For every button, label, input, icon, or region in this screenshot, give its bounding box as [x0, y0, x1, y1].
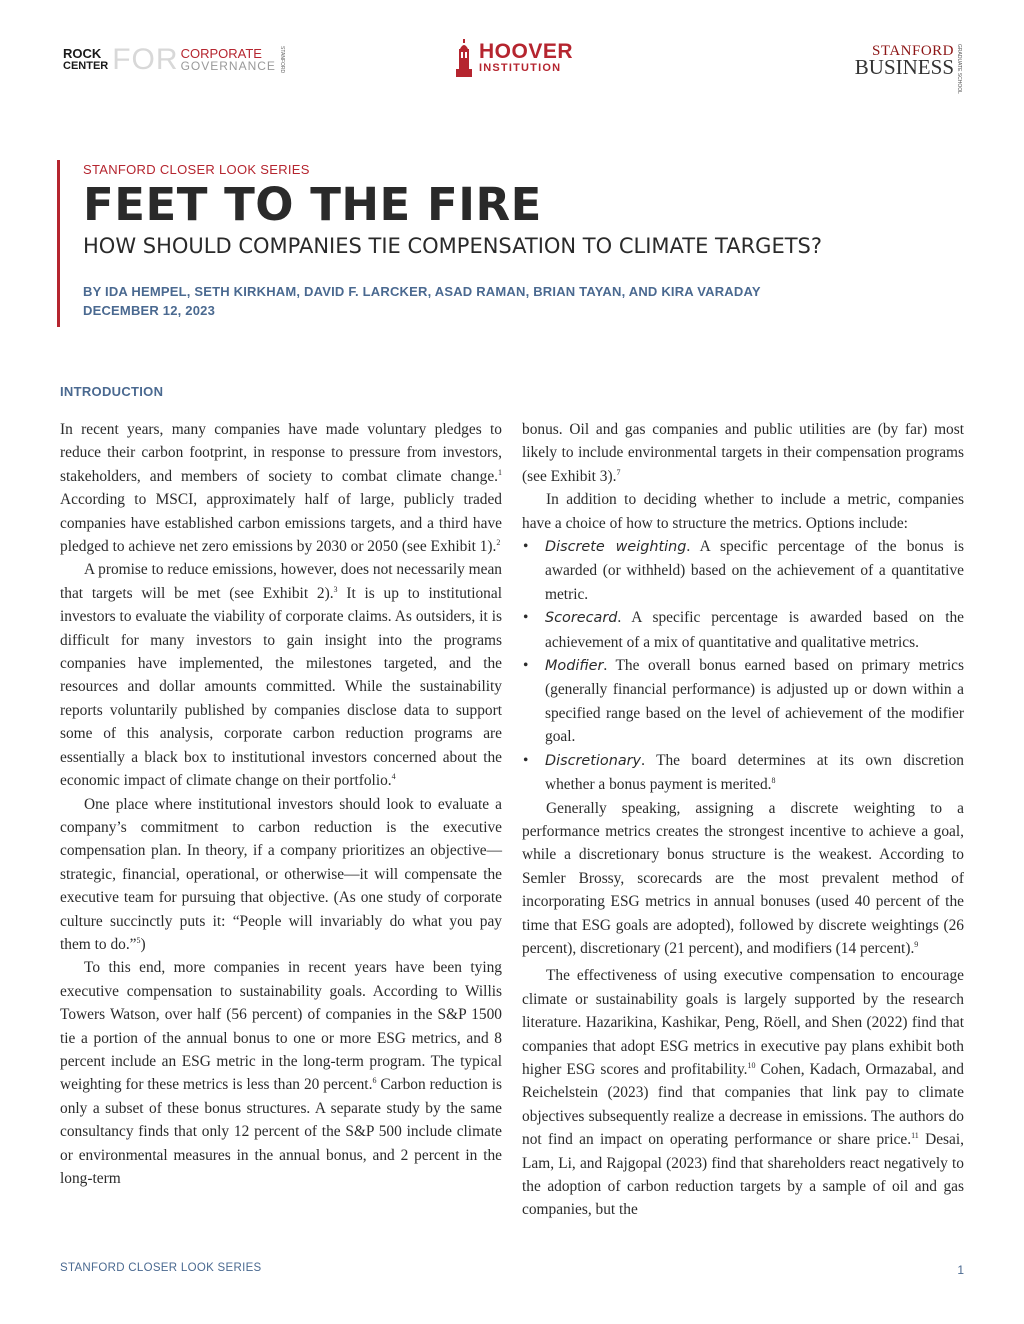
gsb-logo-line1: STANFORD — [872, 43, 954, 59]
rock-center-logo — [63, 44, 285, 76]
section-heading: INTRODUCTION — [60, 384, 164, 399]
title-block — [57, 160, 983, 327]
hoover-logo-line1: HOOVER — [479, 40, 574, 63]
list-item: • Modifier. The overall bonus earned based on primary metrics (generally financial performance) is adjusted up or down within a specified range based on the level of achievement of the modifier goal. — [545, 654, 964, 749]
paragraph: To this end, more companies in recent years have been tying executive compensation to sustainability goals. According to Willis Towers Watson, over half (56 percent) of companies in the S&P 1500 tie a portion of the annual bonus to one or more ESG metrics, and 8 percent include an ESG metric in the long-term program. The typical weighting for these metrics is less than 20 percent.$^6$ Carbon reduction is only a subset of these bonus structures. A separate study by the same consultancy finds that only 12 percent of the S&P 500 include climate or environmental measures in the annual bonus, and 2 percent in the long-term — [60, 959, 502, 1187]
rock-logo-governance: GOVERNANCE — [180, 59, 276, 73]
page-number: 1 — [957, 1263, 964, 1277]
footnote-ref[interactable]: 11 — [911, 1131, 919, 1141]
publication-date: DECEMBER 12, 2023 — [83, 303, 216, 318]
paragraph: Generally speaking, assigning a discrete weighting to a performance metrics creates the strongest incentive to achieve a goal, while a discretionary bonus structure is the weakest. According to Semler Brossy, scorecards are the most prevalent method of incorporating ESG metrics in annual bonuses (used 40 percent of the time that ESG goals are adopted), followed by discrete weightings (26 percent), discretionary (21 percent), and modifiers (14 percent).$^9$ — [522, 799, 964, 957]
left-column — [60, 418, 502, 1190]
list-item: • Scorecard. A specific percentage is awarded based on the achievement of a mix of quantitative and qualitative metrics. — [545, 606, 964, 654]
stanford-gsb-logo — [855, 44, 962, 94]
footnote-ref[interactable]: 9 — [914, 939, 919, 949]
footnote-ref[interactable]: 7 — [616, 467, 621, 477]
footer-series: STANFORD CLOSER LOOK SERIES — [60, 1262, 262, 1274]
rock-logo-line1: ROCK — [63, 46, 102, 61]
footnote-ref[interactable]: 2 — [496, 537, 501, 547]
options-list — [522, 535, 964, 796]
rock-logo-side: STANFORD — [278, 46, 285, 74]
paragraph: bonus. Oil and gas companies and public utilities are (by far) most likely to include environmental targets in their compensation programs (see Exhibit 3).$^7$ — [522, 421, 964, 485]
footnote-ref[interactable]: 10 — [747, 1060, 756, 1070]
byline — [83, 282, 983, 320]
list-item: • Discretionary. The board determines at its own discretion whether a bonus payment is merited.$^8$ — [545, 749, 964, 797]
footnote-ref[interactable]: 1 — [498, 467, 502, 477]
footnote-ref[interactable]: 4 — [391, 771, 396, 781]
header-logos — [0, 38, 1024, 94]
footnote-ref[interactable]: 6 — [372, 1076, 377, 1086]
right-column — [522, 418, 964, 1222]
page-title: FEET TO THE FIRE — [83, 178, 542, 231]
paragraph: One place where institutional investors should look to evaluate a company’s commitment to carbon reduction is the executive compensation plan. In theory, if a company prioritizes an objective—strategic, financial, operational, or otherwise—it will compensate the executive team for pursuing that objective. (As one study of corporate culture succinctly puts it: “People will invariably do what you pay them to do.”$^5$) — [60, 795, 502, 953]
rock-logo-for: FOR — [112, 43, 179, 76]
paragraph: The effectiveness of using executive compensation to encourage climate or sustainability goals is largely supported by the research literature. Hazarikina, Kashikar, Peng, Röell, and Shen (2022) find that companies that adopt ESG metrics in executive pay plans exhibit both higher ESG scores and profitability.$^{10}$ Cohen, Kadach, Ormazabal, and Reichelstein (2023) find that companies that link pay to climate objectives subsequently realize a decrease in emissions. The authors do not find an impact on operating performance or share price.$^{11}$ Desai, Lam, Li, and Rajgopal (2023) find that shareholders react negatively to the adoption of carbon reduction targets by a sample of oil and gas companies, but the — [522, 967, 964, 1219]
footnote-ref[interactable]: 3 — [333, 584, 338, 594]
gsb-logo-side: GRADUATE SCHOOL — [956, 44, 962, 94]
hoover-tower-icon — [455, 39, 473, 77]
rock-logo-corporate: CORPORATE — [180, 46, 262, 61]
hoover-logo-line2: INSTITUTION — [479, 62, 562, 74]
rock-logo-line2: CENTER — [63, 60, 109, 72]
footnote-ref[interactable]: 8 — [771, 775, 776, 785]
page-subtitle: HOW SHOULD COMPANIES TIE COMPENSATION TO CLIMATE TARGETS? — [83, 234, 823, 258]
hoover-logo — [455, 38, 573, 78]
paragraph: In addition to deciding whether to include a metric, companies have a choice of how to structure the metrics. Options include: — [522, 491, 964, 532]
series-label: STANFORD CLOSER LOOK SERIES — [83, 162, 310, 177]
paragraph: A promise to reduce emissions, however, does not necessarily mean that targets will be met (see Exhibit 2).$^3$ It is up to institutional investors to evaluate the viability of corporate claims. As outsiders, it is difficult for many investors to gain insight into the programs companies have implemented, the milestones targeted, and the resources and dollar amounts committed. While the sustainability reports voluntarily published by companies disclose data to support some of this analysis, corporate carbon reduction programs are essentially a black box to institutional investors concerned about the economic impact of climate change on their portfolio.$^4$ — [60, 561, 502, 790]
footnote-ref[interactable]: 5 — [136, 935, 141, 945]
authors: BY IDA HEMPEL, SETH KIRKHAM, DAVID F. LARCKER, ASAD RAMAN, BRIAN TAYAN, AND KIRA VARADAY — [83, 284, 761, 299]
list-item: • Discrete weighting. A specific percentage of the bonus is awarded (or withheld) based on the achievement of a quantitative metric. — [545, 535, 964, 606]
paragraph: In recent years, many companies have made voluntary pledges to reduce their carbon footprint, in response to pressure from investors, stakeholders, and members of society to combat climate change.$^1$ According to MSCI, approximately half of large, publicly traded companies have established carbon emissions targets, and a third have pledged to achieve net zero emissions by 2030 or 2050 (see Exhibit 1).$^2$ — [60, 421, 502, 556]
gsb-logo-line2: BUSINESS — [854, 55, 954, 79]
